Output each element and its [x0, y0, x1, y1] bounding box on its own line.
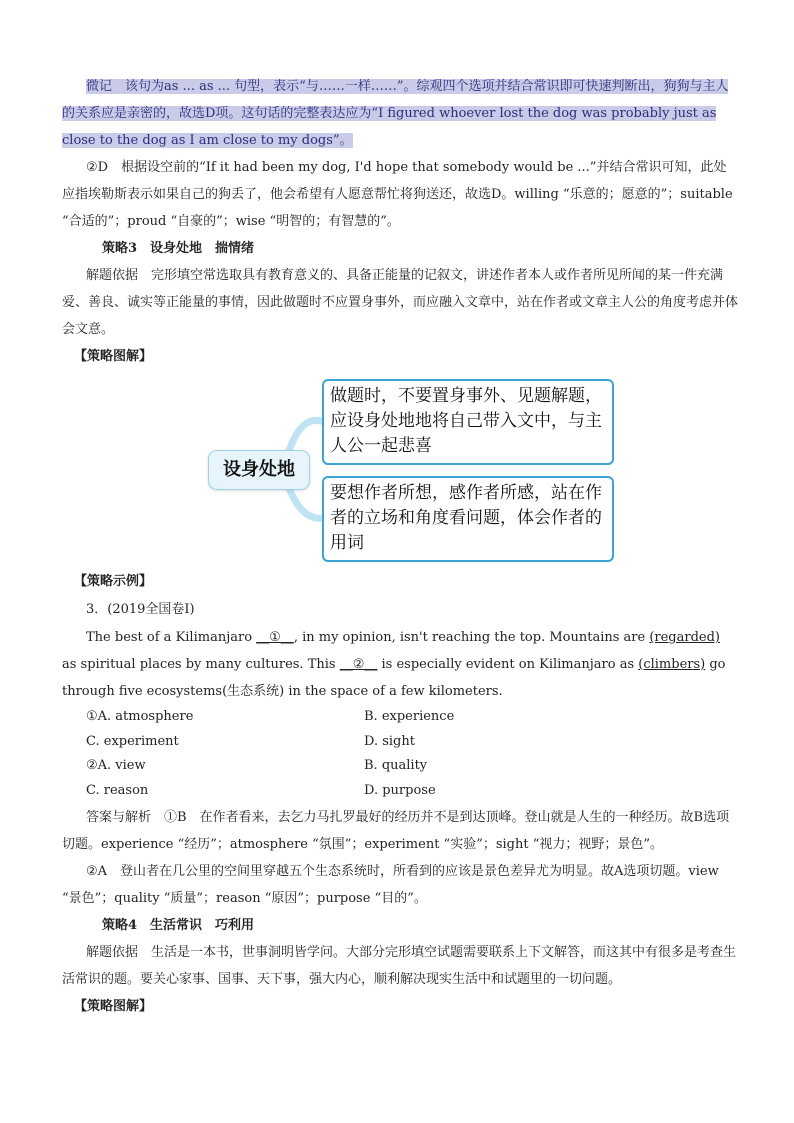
passage-segment: is especially evident on Kilimanjaro as	[377, 657, 639, 672]
word-climbers: (climbers)	[638, 657, 706, 672]
passage-segment: , in my opinion, isn't reaching the top. Mountains are	[293, 630, 650, 645]
passage-text	[62, 624, 738, 705]
option-1d: D. sight	[364, 734, 415, 749]
diagram-heading-2: 【策略图解】	[74, 999, 153, 1014]
blank-1: __①__	[256, 630, 294, 645]
example-heading: 【策略示例】	[74, 574, 153, 589]
option-1b: B. experience	[364, 709, 455, 724]
answer-2: ②A 登山者在几公里的空间里穿越五个生态系统时，所看到的应该是景色差异尤为明显。故A选项切题。view “景色”；quality “质量”；reason “原因”；purpose “目的”。	[62, 864, 719, 906]
option-2a: ②A. view	[86, 758, 146, 773]
option-1c: C. experiment	[86, 734, 179, 749]
diagram-heading: 【策略图解】	[74, 349, 153, 364]
question-source: 3．(2019全国卷Ⅰ)	[86, 602, 195, 617]
answer-1: 答案与解析 ①B 在作者看来，去乞力马扎罗最好的经历并不是到达顶峰。登山就是人生的一种经历。故B选项切题。experience “经历”；atmosphere “氛围”；experiment “实验”；sight “视力；视野；景色”。	[62, 810, 730, 852]
diagram-center-node: 设身处地	[208, 450, 310, 490]
option-2b: B. quality	[364, 758, 428, 773]
diagram-node-1: 做题时，不要置身事外、见题解题，应设身处地地将自己带入文中，与主人公一起悲喜	[322, 379, 614, 465]
blank-2: __②__	[339, 657, 378, 672]
diagram-node-2: 要想作者所想，感作者所感，站在作者的立场和角度看问题，体会作者的用词	[322, 476, 614, 562]
strategy4-basis: 解题依据 生活是一本书，世事洞明皆学问。大部分完形填空试题需要联系上下文解答，而这其中有很多是考查生活常识的题。要关心家事、国事、天下事，强大内心，顺利解决现实生活中和试题里的一切问题。	[62, 945, 737, 987]
strategy3-title: 策略3 设身处地 揣情绪	[102, 241, 255, 256]
strategy-diagram	[200, 372, 626, 562]
option-2c: C. reason	[86, 783, 149, 798]
option-2d: D. purpose	[364, 783, 436, 798]
note-paragraph	[62, 73, 738, 154]
strategy4-title: 策略4 生活常识 巧利用	[102, 918, 255, 933]
strategy3-basis: 解题依据 完形填空常选取具有教育意义的、具备正能量的记叙文，讲述作者本人或作者所见所闻的某一件充满爱、善良、诚实等正能量的事情，因此做题时不应置身事外，而应融入文章中，站在作者或文章主人公的角度考虑并体会文意。	[62, 268, 739, 337]
word-regarded: (regarded)	[649, 630, 721, 645]
highlighted-note: 微记 该句为as ... as ... 句型，表示“与……一样……”。综观四个选项并结合常识即可快速判断出，狗狗与主人的关系应是亲密的，故选D项。这句话的完整表达应为“I figured whoever lost the dog was probably just as close to the dog as I am close to my dogs”。	[62, 79, 729, 148]
passage-segment: go through five ecosystems(生态系统) in the space of a few kilometers.	[62, 657, 726, 699]
explanation-2: ②D 根据设空前的“If it had been my dog, I'd hope that somebody would be ...”并结合常识可知，此处应指埃勒斯表示如果自己的狗丢了，他会希望有人愿意帮忙将狗送还，故选D。willing “乐意的；愿意的”；suitable “合适的”；proud “自豪的”；wise “明智的；有智慧的”。	[62, 160, 733, 229]
passage-segment: The best of a Kilimanjaro	[86, 630, 257, 645]
passage-segment: as spiritual places by many cultures. This	[62, 657, 340, 672]
option-1a: ①A. atmosphere	[86, 709, 194, 724]
